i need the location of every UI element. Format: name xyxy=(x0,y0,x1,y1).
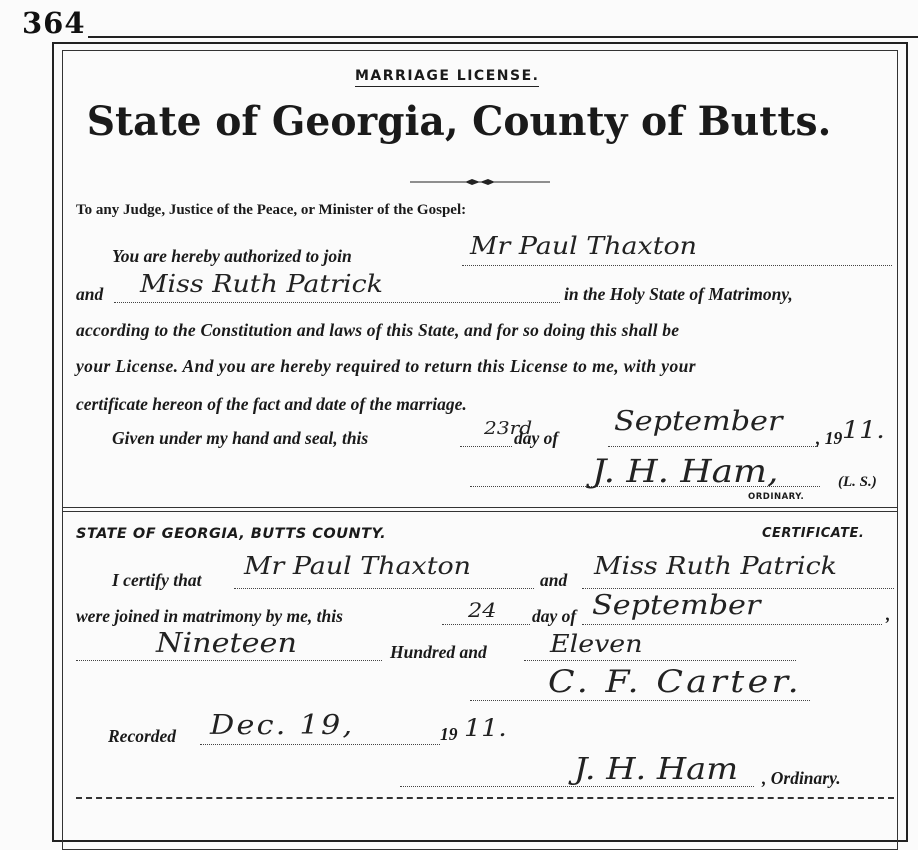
license-body-line-5: certificate hereon of the fact and date of the marriage. xyxy=(76,394,467,414)
given-day-handwritten: 23rd xyxy=(484,418,533,439)
flourish-ornament xyxy=(410,177,550,187)
recorded-date-handwritten: Dec. 19, xyxy=(210,710,355,741)
given-year-handwritten: 11. xyxy=(842,416,885,444)
ordinary-signature-2: J. H. Ham xyxy=(574,752,739,787)
cert-bride-fill-line xyxy=(582,588,894,589)
seal-label: (L. S.) xyxy=(838,474,877,490)
year-tail-handwritten: Eleven xyxy=(550,630,643,658)
top-rule xyxy=(88,36,918,38)
year-word-fill-line xyxy=(76,660,382,661)
license-body-line-3: according to the Constitution and laws of this State, and for so doing this shall be xyxy=(76,320,680,340)
groom-fill-line xyxy=(462,265,892,266)
cert-day-of-text: day of xyxy=(532,606,577,626)
ordinary-label: , Ordinary. xyxy=(762,768,841,788)
document-title: State of Georgia, County of Butts. xyxy=(86,98,832,145)
and-text: and xyxy=(76,284,104,304)
given-month-fill-line xyxy=(608,446,818,447)
bottom-dashed-rule xyxy=(76,797,894,799)
license-body-line-4: your License. And you are hereby required to return this License to me, with your xyxy=(76,356,696,376)
certify-text: I certify that xyxy=(112,570,202,590)
section-divider-2 xyxy=(62,511,898,512)
cert-and-text: and xyxy=(540,570,568,590)
license-label: MARRIAGE LICENSE. xyxy=(355,68,539,87)
recorded-label: Recorded xyxy=(108,726,177,746)
given-month-handwritten: September xyxy=(614,406,783,437)
addressee-line: To any Judge, Justice of the Peace, or Minister of the Gospel: xyxy=(76,202,467,218)
recorded-year-handwritten: 11. xyxy=(464,714,507,742)
given-day-fill-line xyxy=(460,446,512,447)
ordinary-title: ORDINARY. xyxy=(748,492,805,502)
year-prefix-text: , 19 xyxy=(816,428,843,448)
recorded-date-fill-line xyxy=(200,744,440,745)
given-under-text: Given under my hand and seal, this xyxy=(112,428,369,448)
year-word-handwritten: Nineteen xyxy=(156,628,297,659)
bride-name-handwritten: Miss Ruth Patrick xyxy=(140,270,383,298)
section-divider-1 xyxy=(62,507,898,508)
joined-text: were joined in matrimony by me, this xyxy=(76,606,343,626)
cert-month-fill-line xyxy=(582,624,882,625)
bride-fill-line xyxy=(114,302,560,303)
cert-groom-handwritten: Mr Paul Thaxton xyxy=(244,552,472,580)
year-tail-fill-line xyxy=(524,660,796,661)
recorded-19-text: 19 xyxy=(440,724,458,744)
cert-day-fill-line xyxy=(442,624,530,625)
holy-state-text: in the Holy State of Matrimony, xyxy=(564,284,793,304)
cert-day-handwritten: 24 xyxy=(468,598,497,622)
officiant-fill-line xyxy=(470,700,810,701)
ordinary-signature: J. H. Ham, xyxy=(592,452,779,490)
cert-bride-handwritten: Miss Ruth Patrick xyxy=(594,552,837,580)
officiant-signature: C. F. Carter. xyxy=(548,664,803,700)
cert-month-handwritten: September xyxy=(592,590,761,621)
page-number: 364 xyxy=(22,6,86,40)
cert-groom-fill-line xyxy=(234,588,534,589)
groom-name-handwritten: Mr Paul Thaxton xyxy=(470,232,698,260)
hundred-and-text: Hundred and xyxy=(390,642,487,662)
authorized-text: You are hereby authorized to join xyxy=(112,246,352,266)
certificate-label: CERTIFICATE. xyxy=(762,526,865,541)
certificate-state-line: STATE OF GEORGIA, BUTTS COUNTY. xyxy=(76,526,387,542)
day-of-text: day of xyxy=(514,428,559,448)
